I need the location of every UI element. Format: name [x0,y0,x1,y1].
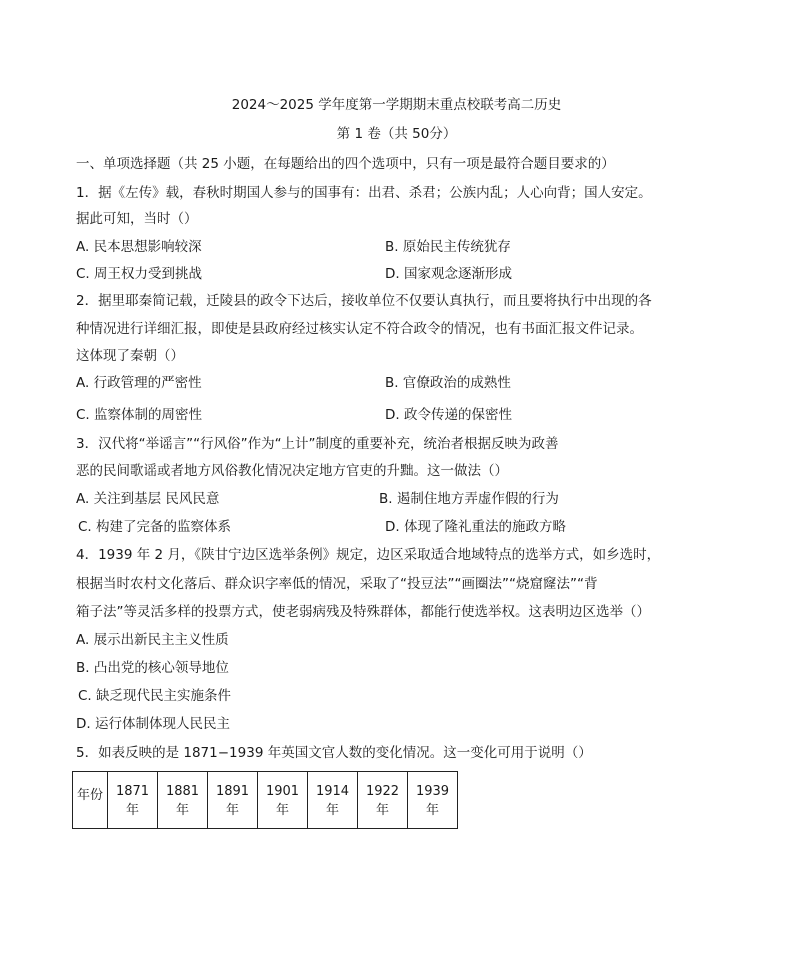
table-header-cell: 1891 年 [208,772,258,829]
q1-stem-line1: 1．据《左传》载，春秋时期国人参与的国事有：出君、杀君；公族内乱；人心向背；国人安定。 [76,185,652,201]
table-header-cell: 1922 年 [358,772,408,829]
q4-stem-line2: 根据当时农村文化落后、群众识字率低的情况，采取了“投豆法”“画圈法”“烧窟窿法”“背 [76,576,598,592]
q4-option-b: B. 凸出党的核心领导地位 [76,660,229,676]
q2-option-d: D. 政令传递的保密性 [385,407,512,423]
q3-stem-line1: 3．汉代将“举谣言”“行风俗”作为“上计”制度的重要补充，统治者根据反映为政善 [76,436,559,452]
q4-option-a: A. 展示出新民主主义性质 [76,632,229,648]
q2-option-a: A. 行政管理的严密性 [76,375,202,391]
q4-stem-line1: 4．1939 年 2 月，《陕甘宁边区选举条例》规定，边区采取适合地域特点的选举方式，如乡选时， [76,547,661,563]
section-heading: 一、单项选择题（共 25 小题，在每题给出的四个选项中，只有一项是最符合题目要求的） [76,156,615,172]
volume-heading: 第 1 卷（共 50分） [336,126,457,142]
civil-servant-table [72,771,458,829]
table-header-cell: 1871 年 [108,772,158,829]
q3-option-a: A. 关注到基层 民风民意 [76,491,220,507]
q4-option-c: C. 缺乏现代民主实施条件 [78,688,232,704]
q2-stem-line1: 2．据里耶秦简记载，迁陵县的政令下达后，接收单位不仅要认真执行，而且要将执行中出现的各 [76,293,652,309]
q2-stem-line2: 种情况进行详细汇报，即使是县政府经过核实认定不符合政令的情况，也有书面汇报文件记录。 [76,321,643,337]
q1-stem-line2: 据此可知，当时（） [76,211,198,227]
q1-option-a: A. 民本思想影响较深 [76,239,202,255]
q1-option-b: B. 原始民主传统犹存 [385,239,511,255]
table-header-cell: 1914 年 [308,772,358,829]
q3-option-b: B. 遏制住地方弄虚作假的行为 [379,491,559,507]
exam-title: 2024～2025 学年度第一学期期末重点校联考高二历史 [231,97,562,113]
q2-stem-line3: 这体现了秦朝（） [76,348,184,364]
table-row [73,772,458,829]
table-header-cell: 1901 年 [258,772,308,829]
q4-stem-line3: 箱子法”等灵活多样的投票方式，使老弱病残及特殊群体，都能行使选举权。这表明边区选举（） [76,604,650,620]
table-header-cell: 1881 年 [158,772,208,829]
q2-option-b: B. 官僚政治的成熟性 [385,375,511,391]
q3-option-d: D. 体现了隆礼重法的施政方略 [385,519,566,535]
q1-option-c: C. 周王权力受到挑战 [76,266,203,282]
table-header-cell: 1939 年 [408,772,458,829]
q2-option-c: C. 监察体制的周密性 [76,407,203,423]
q3-stem-line2: 恶的民间歌谣或者地方风俗教化情况决定地方官吏的升黜。这一做法（） [76,463,508,479]
table-header-cell: 年份 [73,772,108,829]
q4-option-d: D. 运行体制体现人民民主 [76,716,230,732]
q1-option-d: D. 国家观念逐渐形成 [385,266,512,282]
q3-option-c: C. 构建了完备的监察体系 [78,519,232,535]
q5-stem-line1: 5．如表反映的是 1871−1939 年英国文官人数的变化情况。这一变化可用于说明（） [76,745,592,761]
